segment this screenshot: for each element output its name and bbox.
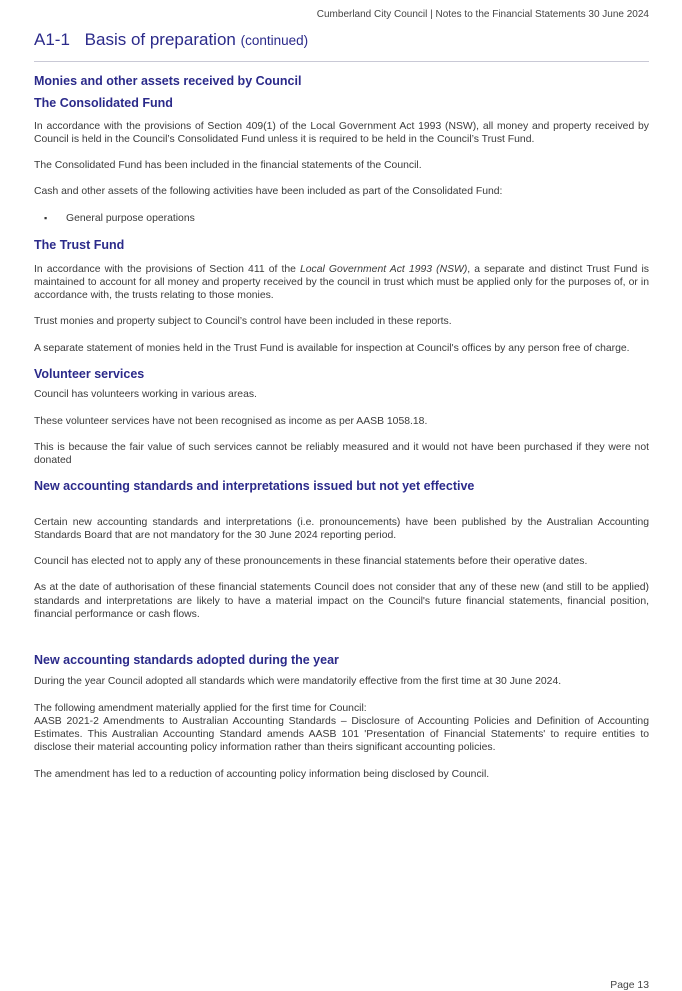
- trust-fund-paragraph-1-end: , a separate and distinct Trust Fund is maintained to account for all money and property received by the council in trust which must be applied only for the purposes of, or in accordance with, the trusts relating to those monies.: [34, 263, 649, 302]
- consolidated-fund-paragraph-2: The Consolidated Fund has been included in the financial statements of the Council.: [34, 159, 422, 171]
- section-continued-label: (continued): [240, 33, 309, 48]
- page-number: Page 13: [610, 980, 649, 991]
- consolidated-fund-paragraph-3: Cash and other assets of the following activities have been included as part of the Consolidated Fund:: [34, 185, 503, 197]
- trust-fund-paragraph-2: Trust monies and property subject to Council’s control have been included in these reports.: [34, 316, 452, 328]
- adopted-paragraph-3: The amendment has led to a reduction of accounting policy information being disclosed by Council.: [34, 768, 490, 780]
- volunteer-paragraph-1: Council has volunteers working in various areas.: [34, 389, 257, 401]
- trust-fund-paragraph-1-start: In accordance with the provisions of Section 411 of the: [34, 263, 300, 275]
- section-title: [34, 30, 308, 50]
- not-effective-paragraph-1: Certain new accounting standards and interpretations (i.e. pronouncements) have been published by the Australian Accounting Standards Board that are not mandatory for the 30 June 2024 reporting period.: [34, 516, 649, 541]
- adopted-paragraph-2-amendment: AASB 2021-2 Amendments to Australian Accounting Standards – Disclosure of Accounting Policies and Definition of Accounting Estimates. This Australian Accounting Standard amends AASB 101 'Presentation of Financial Statements' to require entities to disclose their material accounting policy information rather than theirs significant accounting policies.: [34, 716, 649, 754]
- volunteer-paragraph-3: This is because the fair value of such services cannot be reliably measured and it would not have been purchased if they were not donated: [34, 441, 649, 466]
- heading-monies-and-other-assets: Monies and other assets received by Council: [34, 74, 302, 88]
- adopted-paragraph-1: During the year Council adopted all standards which were mandatorily effective from the first time at 30 June 2024.: [34, 675, 562, 687]
- section-title-text: Basis of preparation: [84, 30, 236, 49]
- running-header: Cumberland City Council | Notes to the Financial Statements 30 June 2024: [316, 9, 649, 20]
- heading-trust-fund: The Trust Fund: [34, 238, 125, 253]
- header-divider: [34, 61, 649, 62]
- trust-fund-paragraph-3: A separate statement of monies held in the Trust Fund is available for inspection at Council's offices by any person free of charge.: [34, 342, 630, 354]
- document-body: [34, 74, 649, 781]
- act-title-italic: Local Government Act 1993 (NSW): [300, 263, 468, 275]
- heading-consolidated-fund: The Consolidated Fund: [34, 95, 173, 110]
- volunteer-paragraph-2: These volunteer services have not been recognised as income as per AASB 1058.18.: [34, 415, 428, 427]
- adopted-paragraph-2: [34, 702, 649, 755]
- trust-fund-paragraph-1: [34, 263, 649, 303]
- list-item: ▪ General purpose operations: [34, 212, 649, 225]
- consolidated-fund-activities-list: [34, 212, 649, 225]
- not-effective-paragraph-2: Council has elected not to apply any of these pronouncements in these financial statements before their operative dates.: [34, 556, 588, 568]
- heading-volunteer-services: Volunteer services: [34, 366, 145, 381]
- consolidated-fund-paragraph-1: In accordance with the provisions of Section 409(1) of the Local Government Act 1993 (NSW), all money and property received by Council is held in the Council’s Consolidated Fund unless it is required to be held in the Council’s Trust Fund.: [34, 121, 649, 146]
- section-number: A1-1: [34, 30, 70, 49]
- not-effective-paragraph-3: As at the date of authorisation of these financial statements Council does not consider that any of these new (and still to be applied) standards and interpretations are likely to have a material impact on the Council's future financial statements, financial position, financial performance or cash flows.: [34, 582, 649, 620]
- heading-standards-adopted: New accounting standards adopted during the year: [34, 652, 339, 667]
- adopted-paragraph-2-intro: The following amendment materially applied for the first time for Council:: [34, 702, 367, 714]
- heading-standards-not-yet-effective: New accounting standards and interpretations issued but not yet effective: [34, 479, 475, 494]
